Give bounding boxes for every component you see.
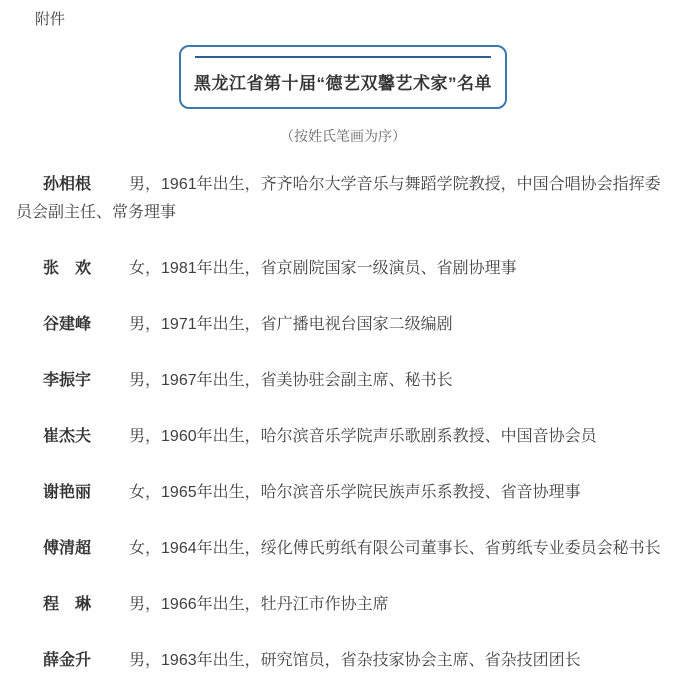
list-item xyxy=(16,647,670,675)
artist-name: 张 欢 xyxy=(43,260,92,277)
artist-name: 李振宇 xyxy=(43,372,92,389)
list-item xyxy=(16,479,670,507)
artist-description: 男，1961年出生，齐齐哈尔大学音乐与舞蹈学院教授，中国合唱协会指挥委员会副主任、常务理事 xyxy=(16,176,661,221)
artist-list xyxy=(16,171,670,675)
title-box xyxy=(179,45,507,109)
attachment-label: 附件 xyxy=(35,11,66,28)
list-item xyxy=(16,255,670,283)
list-item xyxy=(16,591,670,619)
artist-name: 崔杰夫 xyxy=(43,428,92,445)
artist-description: 男，1960年出生，哈尔滨音乐学院声乐歌剧系教授、中国音协会员 xyxy=(129,428,597,445)
artist-name: 程 琳 xyxy=(43,596,92,613)
artist-description: 男，1967年出生，省美协驻会副主席、秘书长 xyxy=(129,372,453,389)
list-item xyxy=(16,535,670,563)
artist-name: 傅清超 xyxy=(43,540,92,557)
artist-description: 女，1965年出生，哈尔滨音乐学院民族声乐系教授、省音协理事 xyxy=(129,484,581,501)
artist-description: 女，1964年出生，绥化傅氏剪纸有限公司董事长、省剪纸专业委员会秘书长 xyxy=(129,540,661,557)
list-item xyxy=(16,311,670,339)
artist-name: 谢艳丽 xyxy=(43,484,92,501)
sort-order-note: （按姓氏笔画为序） xyxy=(280,128,406,144)
artist-name: 薛金升 xyxy=(43,652,92,669)
artist-description: 女，1981年出生，省京剧院国家一级演员、省剧协理事 xyxy=(129,260,517,277)
artist-name: 谷建峰 xyxy=(43,316,92,333)
title-rule xyxy=(195,56,491,58)
artist-name: 孙相根 xyxy=(43,176,92,193)
list-item xyxy=(16,367,670,395)
artist-description: 男，1963年出生，研究馆员，省杂技家协会主席、省杂技团团长 xyxy=(129,652,581,669)
list-item xyxy=(16,171,670,227)
artist-description: 男，1971年出生，省广播电视台国家二级编剧 xyxy=(129,316,453,333)
page-title: 黑龙江省第十届“德艺双馨艺术家”名单 xyxy=(194,74,492,93)
artist-description: 男，1966年出生，牡丹江市作协主席 xyxy=(129,596,389,613)
list-item xyxy=(16,423,670,451)
